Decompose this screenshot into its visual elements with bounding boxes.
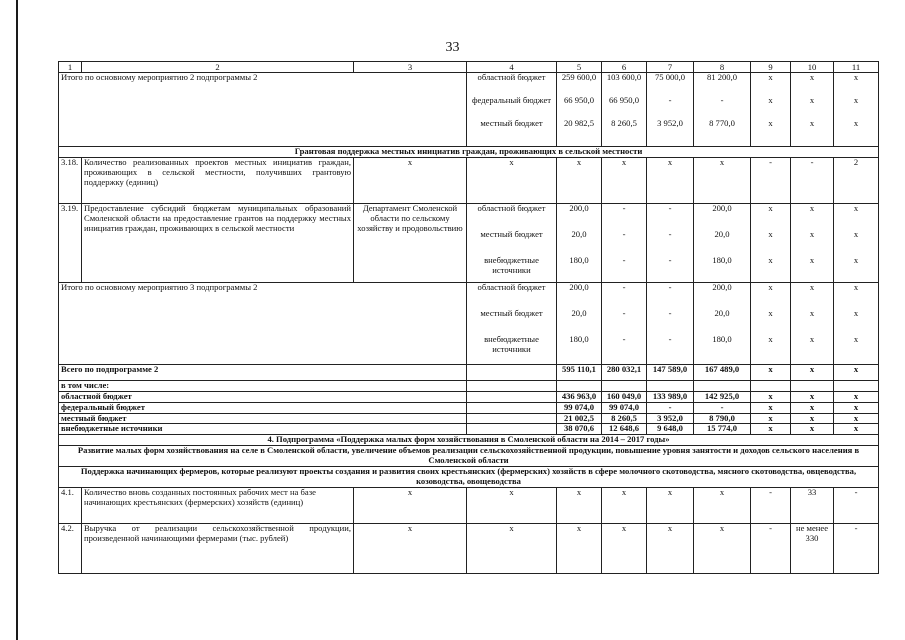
col-num: 5 — [557, 62, 602, 73]
table-row — [59, 523, 879, 573]
value-cell: 3 952,0 — [647, 413, 694, 424]
value-cell: - — [647, 402, 694, 413]
row-number: 4.1. — [59, 487, 82, 523]
value-cell: х — [557, 487, 602, 523]
empty-cell — [694, 380, 751, 391]
executor-cell: Департамент Смоленской области по сельскому хозяйству и продовольствию — [354, 203, 467, 282]
value-cell: х х х — [834, 73, 879, 147]
col-num: 4 — [467, 62, 557, 73]
page-number: 33 — [445, 40, 460, 55]
value-cell: 21 002,5 — [557, 413, 602, 424]
col-num: 1 — [59, 62, 82, 73]
value-cell: х — [791, 402, 834, 413]
value-cell: х — [647, 523, 694, 573]
value-cell: х — [557, 523, 602, 573]
page-left-border — [16, 0, 18, 640]
value-cell: х — [694, 523, 751, 573]
col-num: 6 — [602, 62, 647, 73]
value-cell: х х х — [834, 203, 879, 282]
value-cell: х — [791, 391, 834, 402]
empty-cell — [467, 413, 557, 424]
value-cell: - - - — [602, 282, 647, 364]
budget-row — [59, 402, 879, 413]
value-cell: х — [834, 424, 879, 435]
value-cell: 75 000,0 - 3 952,0 — [647, 73, 694, 147]
empty-cell — [751, 380, 791, 391]
row-label: Итого по основному мероприятию 3 подпрограммы 2 — [59, 282, 467, 364]
value-cell: 99 074,0 — [557, 402, 602, 413]
empty-cell — [834, 380, 879, 391]
value-cell: х — [751, 402, 791, 413]
value-cell: 160 049,0 — [602, 391, 647, 402]
value-cell: х х х — [751, 282, 791, 364]
budget-label: местный бюджет — [59, 413, 467, 424]
value-cell: х — [751, 413, 791, 424]
section-title: Грантовая поддержка местных инициатив граждан, проживающих в сельской местности — [59, 147, 879, 158]
value-cell: 8 790,0 — [694, 413, 751, 424]
value-cell: х — [354, 157, 467, 203]
budget-row — [59, 424, 879, 435]
row-label: Количество реализованных проектов местных инициатив граждан, проживающих в сельской местности, получивших грантовую поддержку (единиц) — [82, 157, 354, 203]
empty-cell — [467, 380, 557, 391]
value-cell: х х х — [791, 73, 834, 147]
table-row — [59, 487, 879, 523]
subprogram-title: 4. Подпрограмма «Поддержка малых форм хозяйствования в Смоленской области на 2014 – 2017 годы» — [59, 435, 879, 446]
section-header-row — [59, 147, 879, 158]
value-cell: 200,0 20,0 180,0 — [694, 282, 751, 364]
value-cell: х х х — [791, 282, 834, 364]
col-num: 2 — [82, 62, 354, 73]
value-cell: 15 774,0 — [694, 424, 751, 435]
value-cell: 142 925,0 — [694, 391, 751, 402]
budget-label: областной бюджет — [59, 391, 467, 402]
value-cell: 436 963,0 — [557, 391, 602, 402]
row-label: Выручка от реализации сельскохозяйственной продукции, произведенной начинающими фермерами (тыс. рублей) — [82, 523, 354, 573]
funding-sources: областной бюджет федеральный бюджет местный бюджет — [467, 73, 557, 147]
value-cell: х х х — [791, 203, 834, 282]
value-cell: 99 074,0 — [602, 402, 647, 413]
value-cell: х — [354, 523, 467, 573]
value-cell: 38 070,6 — [557, 424, 602, 435]
value-cell: х — [834, 413, 879, 424]
value-cell: - - - — [602, 203, 647, 282]
budget-label: федеральный бюджет — [59, 402, 467, 413]
value-cell: - - - — [647, 282, 694, 364]
empty-cell — [602, 380, 647, 391]
value-cell: х — [602, 157, 647, 203]
table-row — [59, 73, 879, 147]
budget-label: внебюджетные источники — [59, 424, 467, 435]
value-cell: 9 648,0 — [647, 424, 694, 435]
total-label: Всего по подпрограмме 2 — [59, 364, 467, 380]
subprogram-task: Поддержка начинающих фермеров, которые реализуют проекты создания и развития своих крестьянских (фермерских) хозяйств в сфере молочного скотоводства, мясного скотоводства, овцеводства, козоводства, овощеводства — [59, 466, 879, 487]
value-cell: - — [751, 157, 791, 203]
value-cell: х х х — [751, 203, 791, 282]
col-num: 9 — [751, 62, 791, 73]
row-number: 4.2. — [59, 523, 82, 573]
empty-cell — [467, 402, 557, 413]
table-row — [59, 203, 879, 282]
funding-sources: областной бюджет местный бюджет внебюджетные источники — [467, 203, 557, 282]
table-row — [59, 380, 879, 391]
value-cell: х — [791, 364, 834, 380]
table-row — [59, 282, 879, 364]
value-cell: 595 110,1 — [557, 364, 602, 380]
budget-row — [59, 413, 879, 424]
value-cell: не менее 330 — [791, 523, 834, 573]
value-cell: - — [834, 523, 879, 573]
value-cell: 147 589,0 — [647, 364, 694, 380]
row-label: Предоставление субсидий бюджетам муниципальных образований Смоленской области на предоставление грантов на поддержку местных инициатив граждан, проживающих в сельской местности — [82, 203, 354, 282]
value-cell: - — [791, 157, 834, 203]
value-cell: х — [751, 424, 791, 435]
empty-cell — [467, 364, 557, 380]
empty-cell — [557, 380, 602, 391]
value-cell: х — [647, 157, 694, 203]
row-number: 3.19. — [59, 203, 82, 282]
value-cell: 2 — [834, 157, 879, 203]
value-cell: - — [751, 487, 791, 523]
value-cell: - — [834, 487, 879, 523]
col-num: 8 — [694, 62, 751, 73]
value-cell: х — [834, 364, 879, 380]
value-cell: х — [751, 391, 791, 402]
value-cell: 33 — [791, 487, 834, 523]
value-cell: 280 032,1 — [602, 364, 647, 380]
value-cell: 12 648,6 — [602, 424, 647, 435]
value-cell: - — [694, 402, 751, 413]
budget-row — [59, 391, 879, 402]
col-num: 7 — [647, 62, 694, 73]
value-cell: х — [791, 424, 834, 435]
value-cell: х — [694, 487, 751, 523]
empty-cell — [467, 391, 557, 402]
value-cell: х — [834, 402, 879, 413]
value-cell: х — [602, 523, 647, 573]
value-cell: х — [791, 413, 834, 424]
value-cell: 167 489,0 — [694, 364, 751, 380]
program-table — [58, 61, 879, 574]
value-cell: 200,0 20,0 180,0 — [694, 203, 751, 282]
total-row — [59, 364, 879, 380]
section-header-row — [59, 466, 879, 487]
section-header-row — [59, 435, 879, 446]
value-cell: х — [467, 157, 557, 203]
value-cell: х — [751, 364, 791, 380]
value-cell: х — [354, 487, 467, 523]
section-header-row — [59, 446, 879, 467]
value-cell: 200,0 20,0 180,0 — [557, 203, 602, 282]
row-label: Итого по основному мероприятию 2 подпрограммы 2 — [59, 73, 467, 147]
value-cell: 8 260,5 — [602, 413, 647, 424]
including-label: в том числе: — [59, 380, 467, 391]
value-cell: - — [751, 523, 791, 573]
empty-cell — [791, 380, 834, 391]
value-cell: 200,0 20,0 180,0 — [557, 282, 602, 364]
value-cell: 103 600,0 66 950,0 8 260,5 — [602, 73, 647, 147]
subprogram-goal: Развитие малых форм хозяйствования на селе в Смоленской области, увеличение объемов реализации сельскохозяйственной продукции, повышение уровня занятости и доходов сельского населения в Смоленской области — [59, 446, 879, 467]
value-cell: х — [694, 157, 751, 203]
row-label: Количество вновь созданных постоянных рабочих мест на базе начинающих крестьянских (фермерских) хозяйств (единиц) — [82, 487, 354, 523]
value-cell: 133 989,0 — [647, 391, 694, 402]
value-cell: х — [834, 391, 879, 402]
empty-cell — [467, 424, 557, 435]
value-cell: х — [467, 523, 557, 573]
col-num: 10 — [791, 62, 834, 73]
col-num: 3 — [354, 62, 467, 73]
value-cell: х — [467, 487, 557, 523]
empty-cell — [647, 380, 694, 391]
value-cell: 81 200,0 - 8 770,0 — [694, 73, 751, 147]
value-cell: х х х — [751, 73, 791, 147]
value-cell: 259 600,0 66 950,0 20 982,5 — [557, 73, 602, 147]
value-cell: х — [557, 157, 602, 203]
value-cell: х — [602, 487, 647, 523]
value-cell: х х х — [834, 282, 879, 364]
col-num: 11 — [834, 62, 879, 73]
column-number-row — [59, 62, 879, 73]
value-cell: х — [647, 487, 694, 523]
value-cell: - - - — [647, 203, 694, 282]
row-number: 3.18. — [59, 157, 82, 203]
funding-sources: областной бюджет местный бюджет внебюджетные источники — [467, 282, 557, 364]
table-row — [59, 157, 879, 203]
